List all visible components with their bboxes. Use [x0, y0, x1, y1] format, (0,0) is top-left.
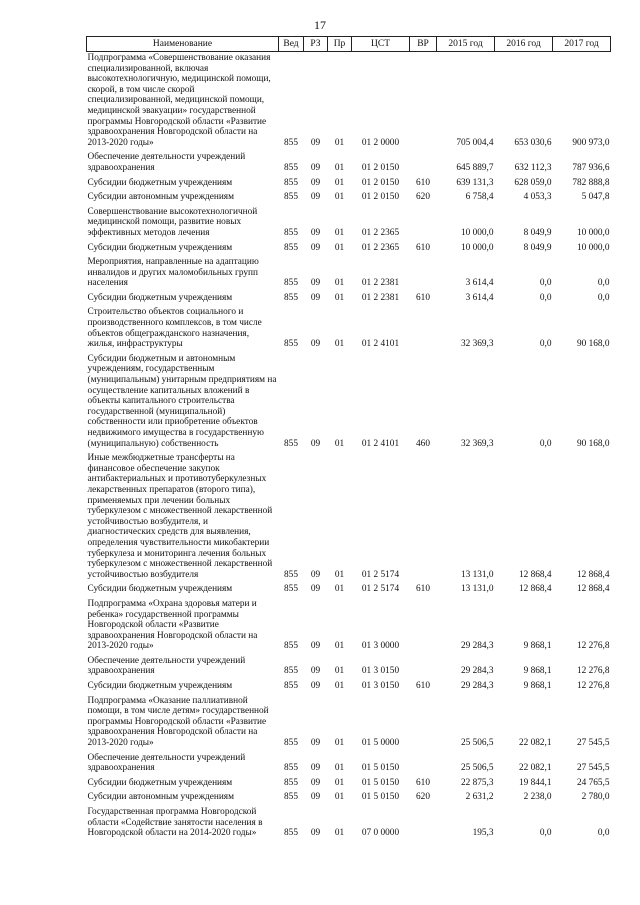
- header-rz: РЗ: [304, 37, 328, 52]
- cell-2015: 22 875,3: [460, 777, 494, 788]
- cell-name: Субсидии бюджетным и автономным учреждениям, государственным (муниципальным) унитарным предприятиям на осуществление капитальных вложений в объекты капитального строительства государственной (муниципальной) собственности или приобретение объектов недвижимого имущества в государственную (муниципальную) собственность: [87, 353, 277, 449]
- table-row: [87, 149, 611, 174]
- cell-ved: 855: [284, 177, 298, 188]
- cell-2016: 0,0: [539, 278, 552, 289]
- table-row: [87, 189, 611, 204]
- cell-rz: 09: [310, 584, 321, 595]
- cell-2015: 25 506,5: [460, 738, 494, 749]
- cell-vr: [410, 750, 437, 775]
- cell-cst: 01 5 0150: [361, 792, 400, 803]
- cell-pr: 01: [334, 828, 345, 839]
- cell-ved: 855: [284, 339, 298, 350]
- cell-rz: 09: [310, 777, 321, 788]
- cell-2016: 4 053,3: [523, 192, 552, 203]
- cell-vr: 620: [416, 192, 430, 203]
- cell-pr: 01: [334, 292, 345, 303]
- table-row: [87, 52, 611, 150]
- cell-vr: [410, 653, 437, 678]
- cell-ved: 855: [284, 162, 298, 173]
- cell-2017: 12 276,8: [576, 681, 610, 692]
- cell-cst: 01 2 0150: [361, 162, 400, 173]
- table-row: [87, 204, 611, 240]
- cell-name: Обеспечение деятельности учреждений здравоохранения: [87, 752, 246, 774]
- cell-name: Субсидии бюджетным учреждениям: [87, 584, 233, 595]
- cell-vr: [410, 804, 437, 840]
- cell-2017: 900 973,0: [572, 137, 610, 148]
- cell-2016: 8 049,9: [523, 227, 552, 238]
- cell-cst: 01 5 0000: [361, 738, 400, 749]
- cell-vr: [410, 596, 437, 653]
- cell-pr: 01: [334, 666, 345, 677]
- cell-2017: 12 868,4: [576, 584, 610, 595]
- cell-rz: 09: [310, 569, 321, 580]
- cell-cst: 01 5 0150: [361, 777, 400, 788]
- cell-name: Субсидии бюджетным учреждениям: [87, 681, 233, 692]
- cell-2017: 24 765,5: [576, 777, 610, 788]
- cell-cst: 01 2 0150: [361, 192, 400, 203]
- cell-2016: 632 112,3: [514, 162, 552, 173]
- cell-vr: 610: [416, 242, 430, 253]
- cell-ved: 855: [284, 641, 298, 652]
- cell-2015: 32 369,3: [460, 438, 494, 449]
- cell-ved: 855: [284, 569, 298, 580]
- cell-vr: 460: [416, 438, 430, 449]
- cell-2015: 3 614,4: [465, 278, 494, 289]
- header-pr: Пр: [328, 37, 352, 52]
- cell-2016: 9 868,1: [523, 641, 552, 652]
- cell-name: Подпрограмма «Оказание паллиативной помощи, в том числе детям» государственной программы Новгородской области «Развитие здравоохранения Новгородской области на 2013-2020 годы»: [87, 695, 269, 749]
- cell-ved: 855: [284, 438, 298, 449]
- cell-pr: 01: [334, 137, 345, 148]
- cell-2015: 10 000,0: [460, 227, 494, 238]
- cell-2015: 10 000,0: [460, 242, 494, 253]
- cell-rz: 09: [310, 641, 321, 652]
- cell-rz: 09: [310, 438, 321, 449]
- table-header-row: [87, 37, 611, 52]
- cell-2017: 0,0: [597, 292, 610, 303]
- cell-2017: 27 545,5: [576, 738, 610, 749]
- cell-2017: 0,0: [597, 278, 610, 289]
- cell-cst: 01 3 0150: [361, 666, 400, 677]
- cell-cst: 01 2 0150: [361, 177, 400, 188]
- table-row: [87, 581, 611, 596]
- cell-vr: 610: [416, 177, 430, 188]
- cell-ved: 855: [284, 777, 298, 788]
- page-number: 17: [314, 18, 326, 32]
- cell-name: Обеспечение деятельности учреждений здравоохранения: [87, 152, 246, 173]
- cell-cst: 01 2 2381: [361, 292, 400, 303]
- cell-name: Государственная программа Новгородской области «Содействие занятости населения в Новгородской области на 2014-2020 годы»: [87, 807, 263, 839]
- cell-rz: 09: [310, 242, 321, 253]
- cell-2015: 13 131,0: [460, 584, 494, 595]
- cell-ved: 855: [284, 242, 298, 253]
- cell-2016: 22 082,1: [518, 738, 552, 749]
- cell-name: Подпрограмма «Охрана здоровья матери и ребенка» государственной программы Новгородской области «Развитие здравоохранения Новгородской области на 2013-2020 годы»: [87, 598, 258, 652]
- table-row: [87, 351, 611, 450]
- cell-cst: 01 2 4101: [361, 438, 400, 449]
- cell-2017: 90 168,0: [576, 438, 610, 449]
- cell-name: Строительство объектов социального и производственного комплексов, в том числе объектов общегражданского назначения, жилья, инфраструктуры: [87, 307, 262, 350]
- cell-2017: 2 780,0: [581, 792, 610, 803]
- table-row: [87, 290, 611, 305]
- cell-cst: 01 2 5174: [361, 569, 400, 580]
- cell-vr: [410, 254, 437, 290]
- cell-2017: 782 888,8: [572, 177, 610, 188]
- cell-2016: 9 868,1: [523, 666, 552, 677]
- cell-2016: 653 030,6: [514, 137, 552, 148]
- cell-pr: 01: [334, 763, 345, 774]
- cell-vr: [410, 304, 437, 350]
- cell-vr: 610: [416, 584, 430, 595]
- cell-name: Субсидии автономным учреждениям: [87, 792, 234, 803]
- cell-name: Иные межбюджетные трансферты на финансовое обеспечение закупок антибактериальных и противотуберкулезных лекарственных препаратов (второго типа), применяемых при лечении больных туберкулезом с множественной лекарственной устойчивостью возбудителя, и диагностических средств для выявления, определения чувствительности микобактерии туберкулеза и мониторинга лечения больных туберкулезом с множественной лекарственной устойчивостью возбудителя: [87, 453, 273, 580]
- cell-2016: 12 868,4: [518, 569, 552, 580]
- cell-2015: 29 284,3: [460, 681, 494, 692]
- cell-ved: 855: [284, 278, 298, 289]
- table-row: [87, 789, 611, 804]
- cell-2016: 0,0: [539, 339, 552, 350]
- cell-name: Мероприятия, направленные на адаптацию инвалидов и других маломобильных групп населения: [87, 257, 259, 289]
- cell-rz: 09: [310, 763, 321, 774]
- cell-2017: 787 936,6: [572, 162, 610, 173]
- cell-rz: 09: [310, 177, 321, 188]
- cell-rz: 09: [310, 227, 321, 238]
- cell-cst: 01 2 0000: [361, 137, 400, 148]
- cell-2017: 12 276,8: [576, 666, 610, 677]
- table-row: [87, 240, 611, 255]
- table-row: [87, 693, 611, 750]
- cell-2016: 19 844,1: [518, 777, 552, 788]
- cell-pr: 01: [334, 569, 345, 580]
- cell-rz: 09: [310, 792, 321, 803]
- cell-name: Субсидии автономным учреждениям: [87, 192, 234, 203]
- cell-cst: 01 3 0150: [361, 681, 400, 692]
- cell-pr: 01: [334, 641, 345, 652]
- cell-2015: 29 284,3: [460, 641, 494, 652]
- cell-cst: 01 2 2365: [361, 227, 400, 238]
- cell-2017: 0,0: [597, 828, 610, 839]
- cell-2016: 0,0: [539, 828, 552, 839]
- table-row: [87, 653, 611, 678]
- table-row: [87, 304, 611, 350]
- cell-vr: [410, 450, 437, 581]
- table-row: [87, 775, 611, 790]
- table-row: [87, 596, 611, 653]
- table-row: [87, 678, 611, 693]
- cell-name: Субсидии бюджетным учреждениям: [87, 292, 233, 303]
- cell-2015: 13 131,0: [460, 569, 494, 580]
- table-row: [87, 450, 611, 581]
- cell-name: Субсидии бюджетным учреждениям: [87, 242, 233, 253]
- cell-pr: 01: [334, 681, 345, 692]
- cell-ved: 855: [284, 227, 298, 238]
- cell-cst: 01 2 4101: [361, 339, 400, 350]
- cell-rz: 09: [310, 278, 321, 289]
- cell-rz: 09: [310, 828, 321, 839]
- cell-2017: 12 868,4: [576, 569, 610, 580]
- cell-rz: 09: [310, 666, 321, 677]
- cell-rz: 09: [310, 681, 321, 692]
- cell-2016: 8 049,9: [523, 242, 552, 253]
- cell-ved: 855: [284, 584, 298, 595]
- cell-pr: 01: [334, 584, 345, 595]
- cell-2015: 29 284,3: [460, 666, 494, 677]
- cell-2016: 628 059,0: [514, 177, 552, 188]
- cell-vr: [410, 204, 437, 240]
- cell-rz: 09: [310, 192, 321, 203]
- cell-pr: 01: [334, 777, 345, 788]
- cell-pr: 01: [334, 339, 345, 350]
- cell-name: Обеспечение деятельности учреждений здравоохранения: [87, 655, 246, 677]
- cell-ved: 855: [284, 292, 298, 303]
- cell-ved: 855: [284, 137, 298, 148]
- cell-2015: 32 369,3: [460, 339, 494, 350]
- cell-pr: 01: [334, 242, 345, 253]
- cell-vr: [410, 693, 437, 750]
- cell-2016: 22 082,1: [518, 763, 552, 774]
- cell-pr: 01: [334, 278, 345, 289]
- cell-cst: 01 2 2381: [361, 278, 400, 289]
- cell-vr: 610: [416, 681, 430, 692]
- cell-pr: 01: [334, 792, 345, 803]
- table-row: [87, 804, 611, 840]
- cell-2017: 90 168,0: [576, 339, 610, 350]
- cell-name: Совершенствование высокотехнологичной медицинской помощи, развитие новых эффективных методов лечения: [87, 206, 258, 238]
- cell-2016: 9 868,1: [523, 681, 552, 692]
- cell-pr: 01: [334, 162, 345, 173]
- cell-2015: 6 758,4: [465, 192, 494, 203]
- cell-pr: 01: [334, 438, 345, 449]
- cell-ved: 855: [284, 192, 298, 203]
- header-2016: 2016 год: [495, 37, 553, 52]
- header-name: Наименование: [87, 37, 279, 52]
- cell-2015: 645 889,7: [456, 162, 494, 173]
- cell-rz: 09: [310, 738, 321, 749]
- cell-cst: 07 0 0000: [361, 828, 400, 839]
- cell-name: Субсидии бюджетным учреждениям: [87, 777, 233, 788]
- cell-cst: 01 3 0000: [361, 641, 400, 652]
- cell-ved: 855: [284, 666, 298, 677]
- cell-ved: 855: [284, 738, 298, 749]
- cell-vr: [410, 52, 437, 150]
- cell-2017: 10 000,0: [576, 227, 610, 238]
- cell-ved: 855: [284, 792, 298, 803]
- cell-pr: 01: [334, 177, 345, 188]
- cell-ved: 855: [284, 763, 298, 774]
- cell-2016: 0,0: [539, 438, 552, 449]
- header-vr: ВР: [410, 37, 437, 52]
- cell-cst: 01 2 5174: [361, 584, 400, 595]
- cell-2017: 10 000,0: [576, 242, 610, 253]
- cell-2015: 2 631,2: [465, 792, 494, 803]
- cell-vr: [410, 149, 437, 174]
- cell-2015: 25 506,5: [460, 763, 494, 774]
- cell-vr: 610: [416, 292, 430, 303]
- cell-rz: 09: [310, 292, 321, 303]
- cell-pr: 01: [334, 192, 345, 203]
- cell-2015: 3 614,4: [465, 292, 494, 303]
- cell-2017: 27 545,5: [576, 763, 610, 774]
- cell-name: Подпрограмма «Совершенствование оказания специализированной, включая высокотехнологичную, медицинской помощи, скорой, в том числе скорой специализированной, медицинской помощи, медицинской эвакуации» государственной программы Новгородской области «Развитие здравоохранения Новгородской области на 2013-2020 годы»: [87, 53, 271, 148]
- table-row: [87, 254, 611, 290]
- cell-rz: 09: [310, 137, 321, 148]
- cell-2017: 12 276,8: [576, 641, 610, 652]
- cell-rz: 09: [310, 162, 321, 173]
- cell-2016: 0,0: [539, 292, 552, 303]
- cell-2016: 12 868,4: [518, 584, 552, 595]
- cell-ved: 855: [284, 828, 298, 839]
- budget-table: [86, 36, 611, 840]
- cell-cst: 01 2 2365: [361, 242, 400, 253]
- cell-cst: 01 5 0150: [361, 763, 400, 774]
- cell-pr: 01: [334, 227, 345, 238]
- cell-vr: 620: [416, 792, 430, 803]
- table-row: [87, 175, 611, 190]
- cell-pr: 01: [334, 738, 345, 749]
- table-row: [87, 750, 611, 775]
- cell-rz: 09: [310, 339, 321, 350]
- cell-2016: 2 238,0: [523, 792, 552, 803]
- header-ved: Вед: [279, 37, 304, 52]
- cell-2017: 5 047,8: [581, 192, 610, 203]
- header-2015: 2015 год: [437, 37, 495, 52]
- cell-vr: 610: [416, 777, 430, 788]
- cell-2015: 639 131,3: [456, 177, 494, 188]
- cell-name: Субсидии бюджетным учреждениям: [87, 177, 233, 188]
- cell-ved: 855: [284, 681, 298, 692]
- header-2017: 2017 год: [553, 37, 611, 52]
- header-cst: ЦСТ: [352, 37, 410, 52]
- cell-2015: 195,3: [472, 828, 494, 839]
- cell-2015: 705 004,4: [456, 137, 494, 148]
